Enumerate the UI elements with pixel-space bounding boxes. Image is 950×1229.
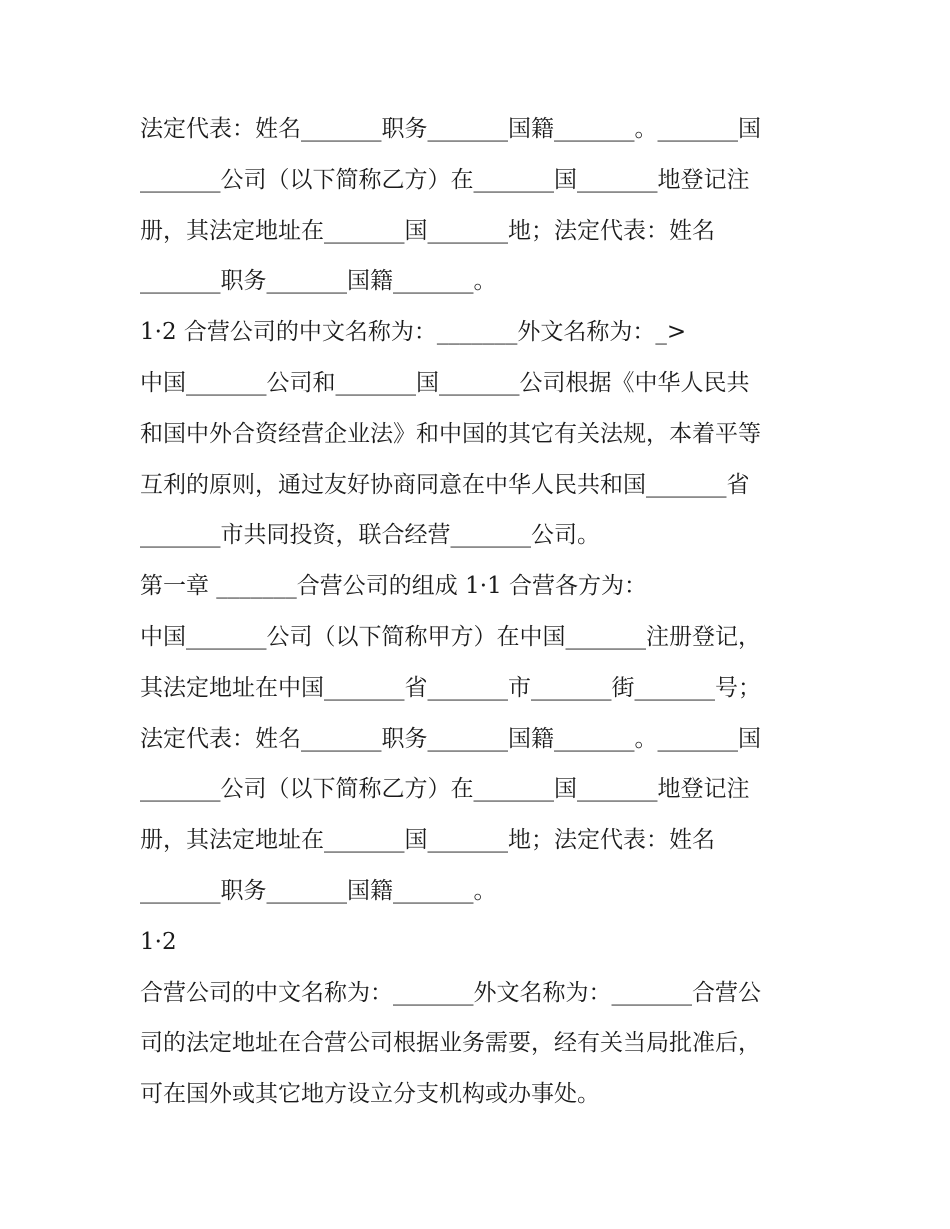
text-line: 法定代表：姓名_______职务_______国籍_______。_______国 [140, 725, 761, 752]
text-line: _______公司（以下简称乙方）在_______国_______地登记注 [140, 166, 750, 193]
document-body [140, 104, 830, 1120]
text-line: _______职务_______国籍_______。 [140, 268, 497, 295]
text-line: _______职务_______国籍_______。 [140, 877, 497, 904]
text-line: 司的法定地址在合营公司根据业务需要，经有关当局批准后， [140, 1030, 761, 1057]
text-line: _______公司（以下简称乙方）在_______国_______地登记注 [140, 776, 750, 803]
text-line: 册，其法定地址在_______国_______地；法定代表：姓名 [140, 217, 715, 244]
text-line: 中国_______公司（以下简称甲方）在中国_______注册登记， [140, 623, 761, 650]
text-line: 和国中外合资经营企业法》和中国的其它有关法规，本着平等 [140, 420, 761, 447]
text-line: 合营公司的中文名称为：_______外文名称为：_______合营公 [140, 979, 761, 1006]
section-number-line: 1·2 [140, 928, 177, 955]
text-line: _______市共同投资，联合经营_______公司。 [140, 522, 600, 549]
text-line: 法定代表：姓名_______职务_______国籍_______。_______国 [140, 116, 761, 142]
text-line: 互利的原则，通过友好协商同意在中华人民共和国_______省 [140, 471, 750, 498]
text-line: 册，其法定地址在_______国_______地；法定代表：姓名 [140, 827, 715, 854]
text-line: 其法定地址在中国_______省_______市_______街_______号； [140, 674, 761, 701]
text-line: 中国_______公司和_______国_______公司根据《中华人民共 [140, 369, 750, 396]
text-line: 可在国外或其它地方设立分支机构或办事处。 [140, 1081, 600, 1108]
text-line: 1·2 合营公司的中文名称为：_______外文名称为：_> [140, 319, 687, 346]
chapter-heading-line: 第一章 _______合营公司的组成 1·1 合营各方为： [140, 573, 648, 600]
